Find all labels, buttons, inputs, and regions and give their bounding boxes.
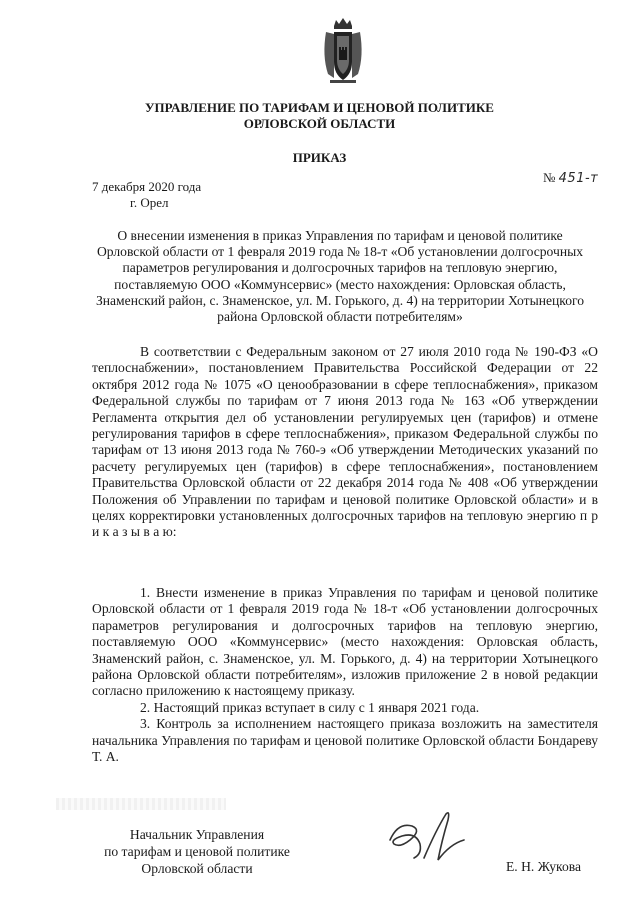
coat-of-arms-icon bbox=[320, 16, 366, 86]
document-type: ПРИКАЗ bbox=[292, 150, 347, 165]
signer-title-line1: Начальник Управления bbox=[129, 827, 265, 842]
organization-name-line1: УПРАВЛЕНИЕ ПО ТАРИФАМ И ЦЕНОВОЙ ПОЛИТИКЕ bbox=[145, 100, 494, 115]
order-number bbox=[543, 170, 598, 186]
order-items bbox=[92, 585, 598, 765]
signer-title-line3: Орловской области bbox=[141, 861, 253, 876]
handwritten-number: 451-т bbox=[558, 171, 599, 186]
signer-title-line2: по тарифам и ценовой политике bbox=[104, 844, 290, 859]
signature-icon bbox=[380, 800, 470, 870]
order-item-1: 1. Внести изменение в приказ Управления по тарифам и ценовой политике Орловской области от 1 февраля 2019 года № 18-т «Об установлении долгосрочных параметров регулирования и долгосрочных тарифов на тепловую энергию, поставляемую ООО «Коммунсервис» (место нахождения: Орловская область, Знаменский район, с. Знаменское, ул. М. Горького, д. 4) на территории Хотынецкого района Орловской области потребителям», изложив приложение 2 в новой редакции согласно приложению к настоящему приказу. bbox=[92, 585, 598, 699]
order-preamble: В соответствии с Федеральным законом от 27 июля 2010 года № 190-ФЗ «О теплоснабжении», постановлением Правительства Российской Федерации от 22 октября 2012 года № 1075 «О ценообразовании в сфере теплоснабжения», приказом Федеральной службы по тарифам от 7 июня 2013 года № 163 «Об утверждении Регламента открытия дел об установлении регулируемых цен (тарифов) и отмене регулирования тарифов в сфере теплоснабжения», приказом Федеральной службы по тарифам от 13 июня 2013 года № 760-э «Об утверждении Методических указаний по расчету регулируемых цен (тарифов) в сфере теплоснабжения», постановлением Правительства Орловской области от 22 декабря 2014 года № 408 «Об утверждении Положения об Управлении по тарифам и ценовой политике Орловской области» и в целях корректировки установленных долгосрочных тарифов на тепловую энергию п р и к а з ы в а ю: bbox=[92, 344, 598, 540]
organization-name-line2: ОРЛОВСКОЙ ОБЛАСТИ bbox=[243, 116, 396, 131]
order-item-2: 2. Настоящий приказ вступает в силу с 1 января 2021 года. bbox=[140, 699, 480, 715]
order-item-3: 3. Контроль за исполнением настоящего приказа возложить на заместителя начальника Управления по тарифам и ценовой политике Орловской области Бондареву Т. А. bbox=[92, 716, 598, 765]
signer-title bbox=[90, 826, 304, 877]
order-date: 7 декабря 2020 года bbox=[92, 179, 202, 194]
number-sign: № bbox=[543, 170, 556, 185]
organization-name bbox=[90, 100, 549, 132]
order-city: г. Орел bbox=[130, 195, 169, 210]
order-subject: О внесении изменения в приказ Управления по тарифам и ценовой политике Орловской области от 1 февраля 2019 года № 18-т «Об установлении долгосрочных параметров регулирования и долгосрочных тарифов на тепловую энергию, поставляемую ООО «Коммунсервис» (место нахождения: Орловская область, Знаменский район, с. Знаменское, ул. М. Горького, д. 4) на территории Хотынецкого района Орловской области потребителям» bbox=[95, 228, 585, 325]
faint-stamp-mark bbox=[56, 798, 226, 810]
signer-name: Е. Н. Жукова bbox=[506, 859, 582, 874]
